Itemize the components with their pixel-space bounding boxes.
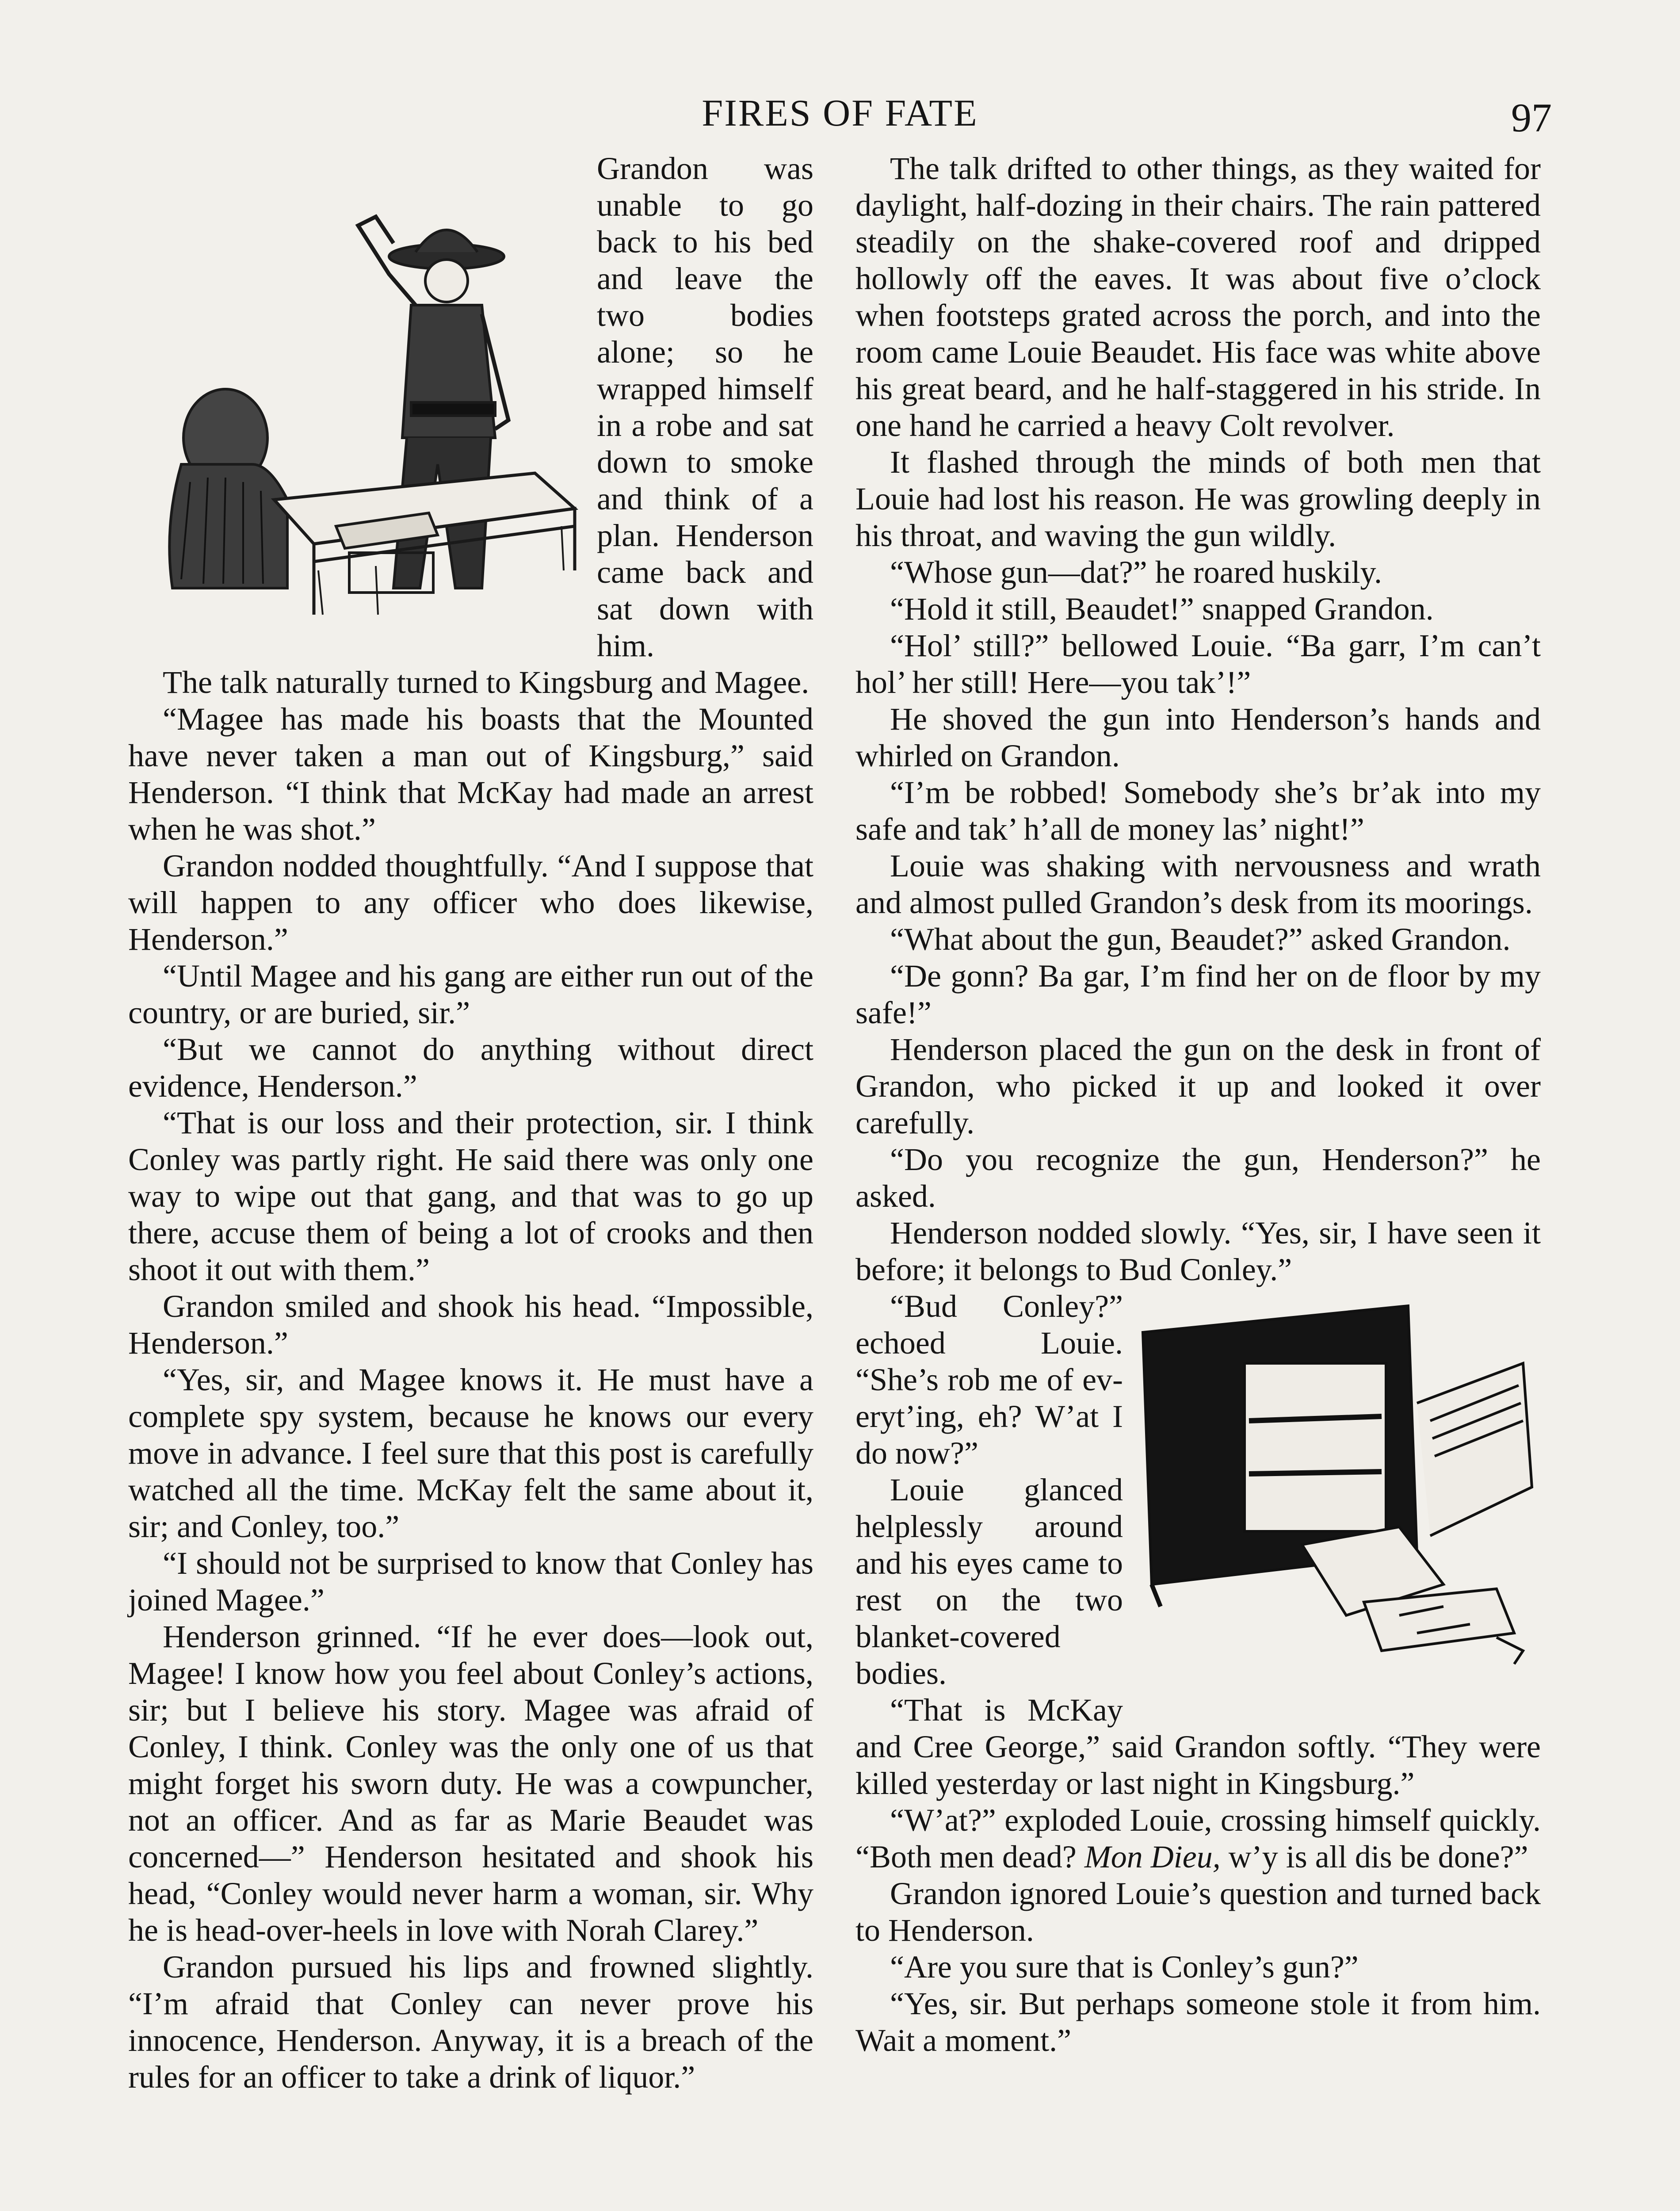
paragraph: Louie glanced helplessly around and his eyes came to rest on the two blanket-covered bodies. xyxy=(855,1472,1123,1691)
paragraph: Henderson grinned. “If he ever does—look out, Magee! I know how you feel about Conley’s actions, sir; but I believe his story. Magee was afraid of Conley, I think. Conley was the only one of us that might forget his sworn duty. He was a cowpuncher, not an officer. And as far as Marie Beaudet was concerned—” Henderson hesitated and shook his head, “Conley would never harm a woman, sir. Why he is head-over-heels in love with Norah Clarey.” xyxy=(128,1619,813,1948)
saluting-officer-illustration xyxy=(128,190,584,637)
paragraph: The talk naturally turned to Kingsburg and Magee. xyxy=(163,665,809,700)
paragraph: Grandon smiled and shook his head. “Impossible, Henderson.” xyxy=(128,1289,813,1361)
paragraph: He shoved the gun into Henderson’s hands and whirled on Grandon. xyxy=(855,701,1541,773)
paragraph: “But we cannot do anything without direct evidence, Henderson.” xyxy=(128,1032,813,1104)
paragraph: “That is McKay and Cree George,” said Grandon softly. “They were killed yesterday or last night in Kingsburg.” xyxy=(855,1692,1541,1801)
left-column xyxy=(128,150,813,2096)
paragraph: Grandon nodded thoughtfully. “And I suppose that will happen to any officer who does likewise, Henderson.” xyxy=(128,848,813,957)
paragraph: Grandon ignored Louie’s question and turned back to Henderson. xyxy=(855,1876,1541,1948)
right-column xyxy=(855,150,1541,2059)
paragraph: Grandon pursued his lips and frowned slightly. “I’m afraid that Conley can never prove his innocence, Henderson. Anyway, it is a breach of the rules for an officer to take a drink of liquor.” xyxy=(128,1949,813,2095)
page-header xyxy=(0,91,1680,139)
paragraph: “Until Magee and his gang are either run out of the country, or are buried, sir.” xyxy=(128,958,813,1030)
page-number: 97 xyxy=(1511,95,1552,140)
paragraph-text: “W’at?” exploded Louie, crossing himself quickly. “Both men dead? xyxy=(855,1802,1541,1874)
paragraph: Henderson nodded slowly. “Yes, sir, I have seen it before; it belongs to Bud Conley.” xyxy=(855,1215,1541,1287)
paragraph: “Whose gun—dat?” he roared huskily. xyxy=(890,555,1382,590)
paragraph xyxy=(855,1802,1541,1875)
paragraph: “Do you recognize the gun, Henderson?” he asked. xyxy=(855,1142,1541,1214)
paragraph: “Bud Conley?” echoed Louie. “She’s rob me of ev-eryt’ing, eh? W’at I do now?” xyxy=(855,1289,1123,1471)
paragraph: “I should not be surprised to know that Conley has joined Magee.” xyxy=(128,1545,813,1618)
paragraph: Louie was shaking with nervousness and wrath and almost pulled Grandon’s desk from its moorings. xyxy=(855,848,1541,920)
running-title: FIRES OF FATE xyxy=(702,92,978,134)
paragraph: “Yes, sir, and Magee knows it. He must have a complete spy system, because he knows our every move in advance. I feel sure that this post is carefully watched all the time. McKay felt the same about it, sir; and Conley, too.” xyxy=(128,1362,813,1544)
paragraph: “What about the gun, Beaudet?” asked Grandon. xyxy=(890,922,1511,957)
italic-exclamation: Mon Dieu, xyxy=(1084,1839,1221,1874)
paragraph: It flashed through the minds of both men that Louie had lost his reason. He was growling deeply in his throat, and waving the gun wildly. xyxy=(855,444,1541,553)
paragraph: “Hold it still, Beaudet!” snapped Grandon. xyxy=(890,591,1434,627)
paragraph: “Hol’ still?” bellowed Louie. “Ba garr, I’m can’t hol’ her still! Here—you tak’!” xyxy=(855,628,1541,700)
paragraph: Grandon was unable to go back to his bed and leave the two bodies alone; so he wrapped himself in a robe and sat down to smoke and think of a plan. Henderson came back and sat down with him. xyxy=(597,151,813,663)
paragraph: “De gonn? Ba gar, I’m find her on de floor by my safe!” xyxy=(855,958,1541,1030)
paragraph: “Magee has made his boasts that the Mounted have never taken a man out of Kingsburg,” said Henderson. “I think that McKay had made an arrest when he was shot.” xyxy=(128,701,813,847)
paragraph: Henderson placed the gun on the desk in front of Grandon, who picked it up and looked it over carefully. xyxy=(855,1032,1541,1140)
paragraph: “Are you sure that is Conley’s gun?” xyxy=(890,1949,1359,1985)
paragraph: “That is our loss and their protection, sir. I think Conley was partly right. He said there was only one way to wipe out that gang, and that was to go up there, accuse them of being a lot of crooks and then shoot it out with them.” xyxy=(128,1105,813,1287)
paragraph: “Yes, sir. But perhaps someone stole it from him. Wait a moment.” xyxy=(855,1986,1541,2058)
paragraph: The talk drifted to other things, as they waited for daylight, half-dozing in their chairs. The rain pattered steadily on the shake-covered roof and dripped hollowly off the eaves. It was about five o’clock when footsteps grated across the porch, and into the room came Louie Beaudet. His face was white above his great beard, and he half-staggered in his stride. In one hand he carried a heavy Colt revolver. xyxy=(855,151,1541,443)
paragraph: “I’m be robbed! Somebody she’s br’ak into my safe and tak’ h’all de money las’ night!” xyxy=(855,775,1541,847)
open-safe-illustration xyxy=(1134,1297,1541,1695)
paragraph-text: w’y is all dis be done?” xyxy=(1228,1839,1528,1874)
